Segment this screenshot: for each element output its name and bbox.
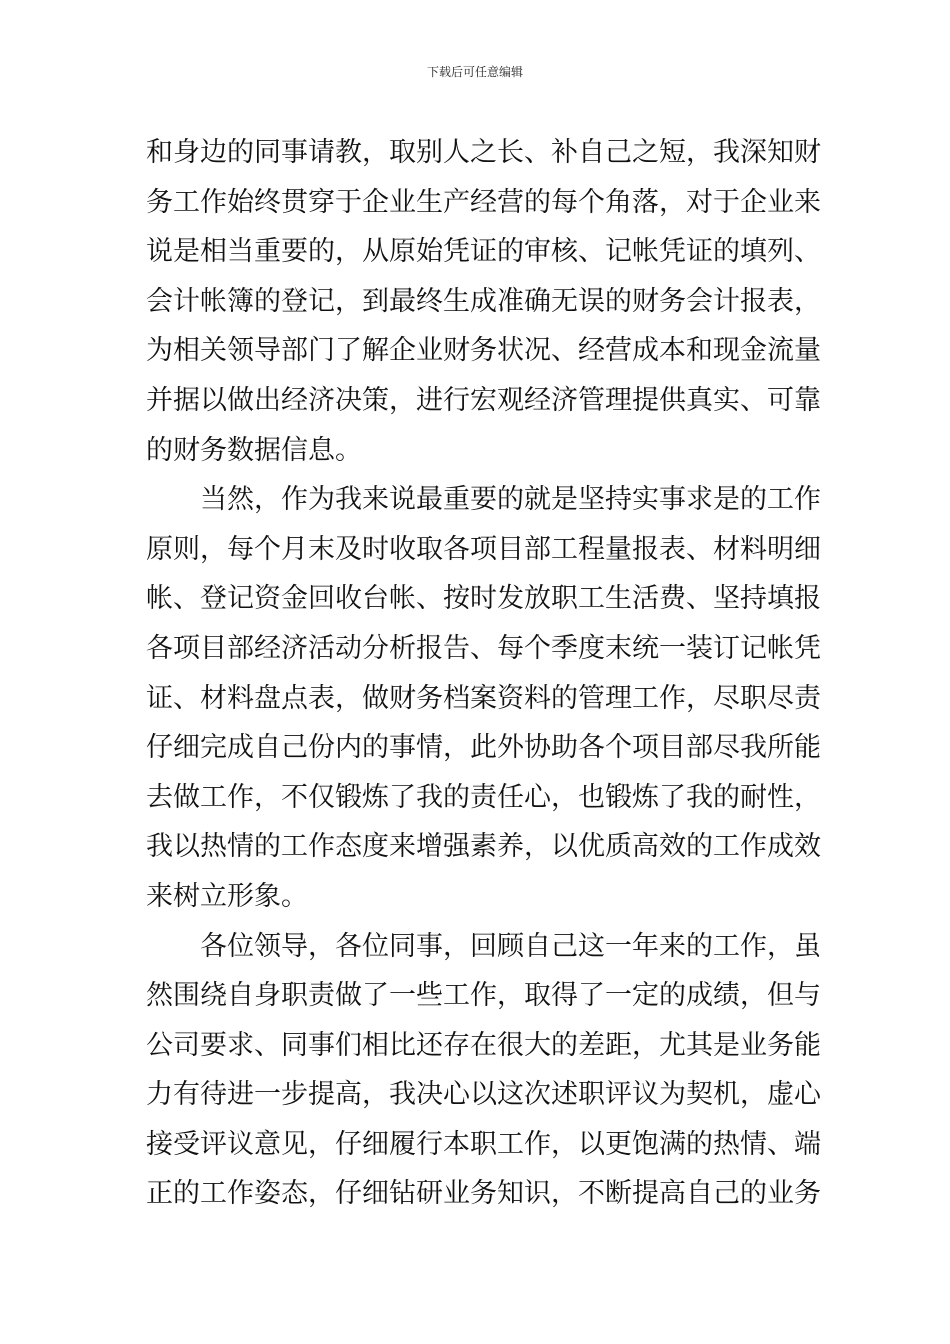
paragraph-1 [146,128,821,475]
paragraph-line: 力有待进一步提高，我决心以这次述职评议为契机，虚心 [146,1079,821,1111]
paragraph-line: 务工作始终贯穿于企业生产经营的每个角落，对于企业来 [146,186,821,218]
paragraph-line: 来树立形象。 [146,880,308,912]
document-body [146,128,821,1219]
paragraph-line: 帐、登记资金回收台帐、按时发放职工生活费、坚持填报 [146,583,821,615]
paragraph-line: 原则，每个月末及时收取各项目部工程量报表、材料明细 [146,533,821,565]
paragraph-line: 我以热情的工作态度来增强素养，以优质高效的工作成效 [146,831,821,863]
paragraph-line: 说是相当重要的，从原始凭证的审核、记帐凭证的填列、 [146,236,821,268]
paragraph-line: 会计帐簿的登记，到最终生成准确无误的财务会计报表， [146,285,821,317]
paragraph-line: 正的工作姿态，仔细钻研业务知识，不断提高自己的业务 [146,1178,821,1210]
paragraph-line: 然围绕自身职责做了一些工作，取得了一定的成绩，但与 [146,980,821,1012]
paragraph-line: 接受评议意见，仔细履行本职工作，以更饱满的热情、端 [146,1128,821,1160]
page-header: 下载后可任意编辑 [426,65,523,79]
paragraph-3 [146,922,821,1220]
paragraph-line: 去做工作，不仅锻炼了我的责任心，也锻炼了我的耐性， [146,781,821,813]
paragraph-line: 的财务数据信息。 [146,434,362,466]
paragraph-2 [146,475,821,921]
paragraph-line: 仔细完成自己份内的事情，此外协助各个项目部尽我所能 [146,732,821,764]
paragraph-line: 和身边的同事请教，取别人之长、补自己之短，我深知财 [146,137,821,168]
paragraph-line: 各项目部经济活动分析报告、每个季度末统一装订记帐凭 [146,632,821,664]
paragraph-line: 证、材料盘点表，做财务档案资料的管理工作，尽职尽责 [146,682,821,714]
paragraph-line: 公司要求、同事们相比还存在很大的差距，尤其是业务能 [146,1029,821,1061]
paragraph-line: 为相关领导部门了解企业财务状况、经营成本和现金流量 [146,335,821,367]
paragraph-line: 并据以做出经济决策，进行宏观经济管理提供真实、可靠 [146,384,821,416]
paragraph-line: 各位领导，各位同事，回顾自己这一年来的工作，虽 [200,930,821,962]
paragraph-line: 当然，作为我来说最重要的就是坚持实事求是的工作 [200,484,821,516]
